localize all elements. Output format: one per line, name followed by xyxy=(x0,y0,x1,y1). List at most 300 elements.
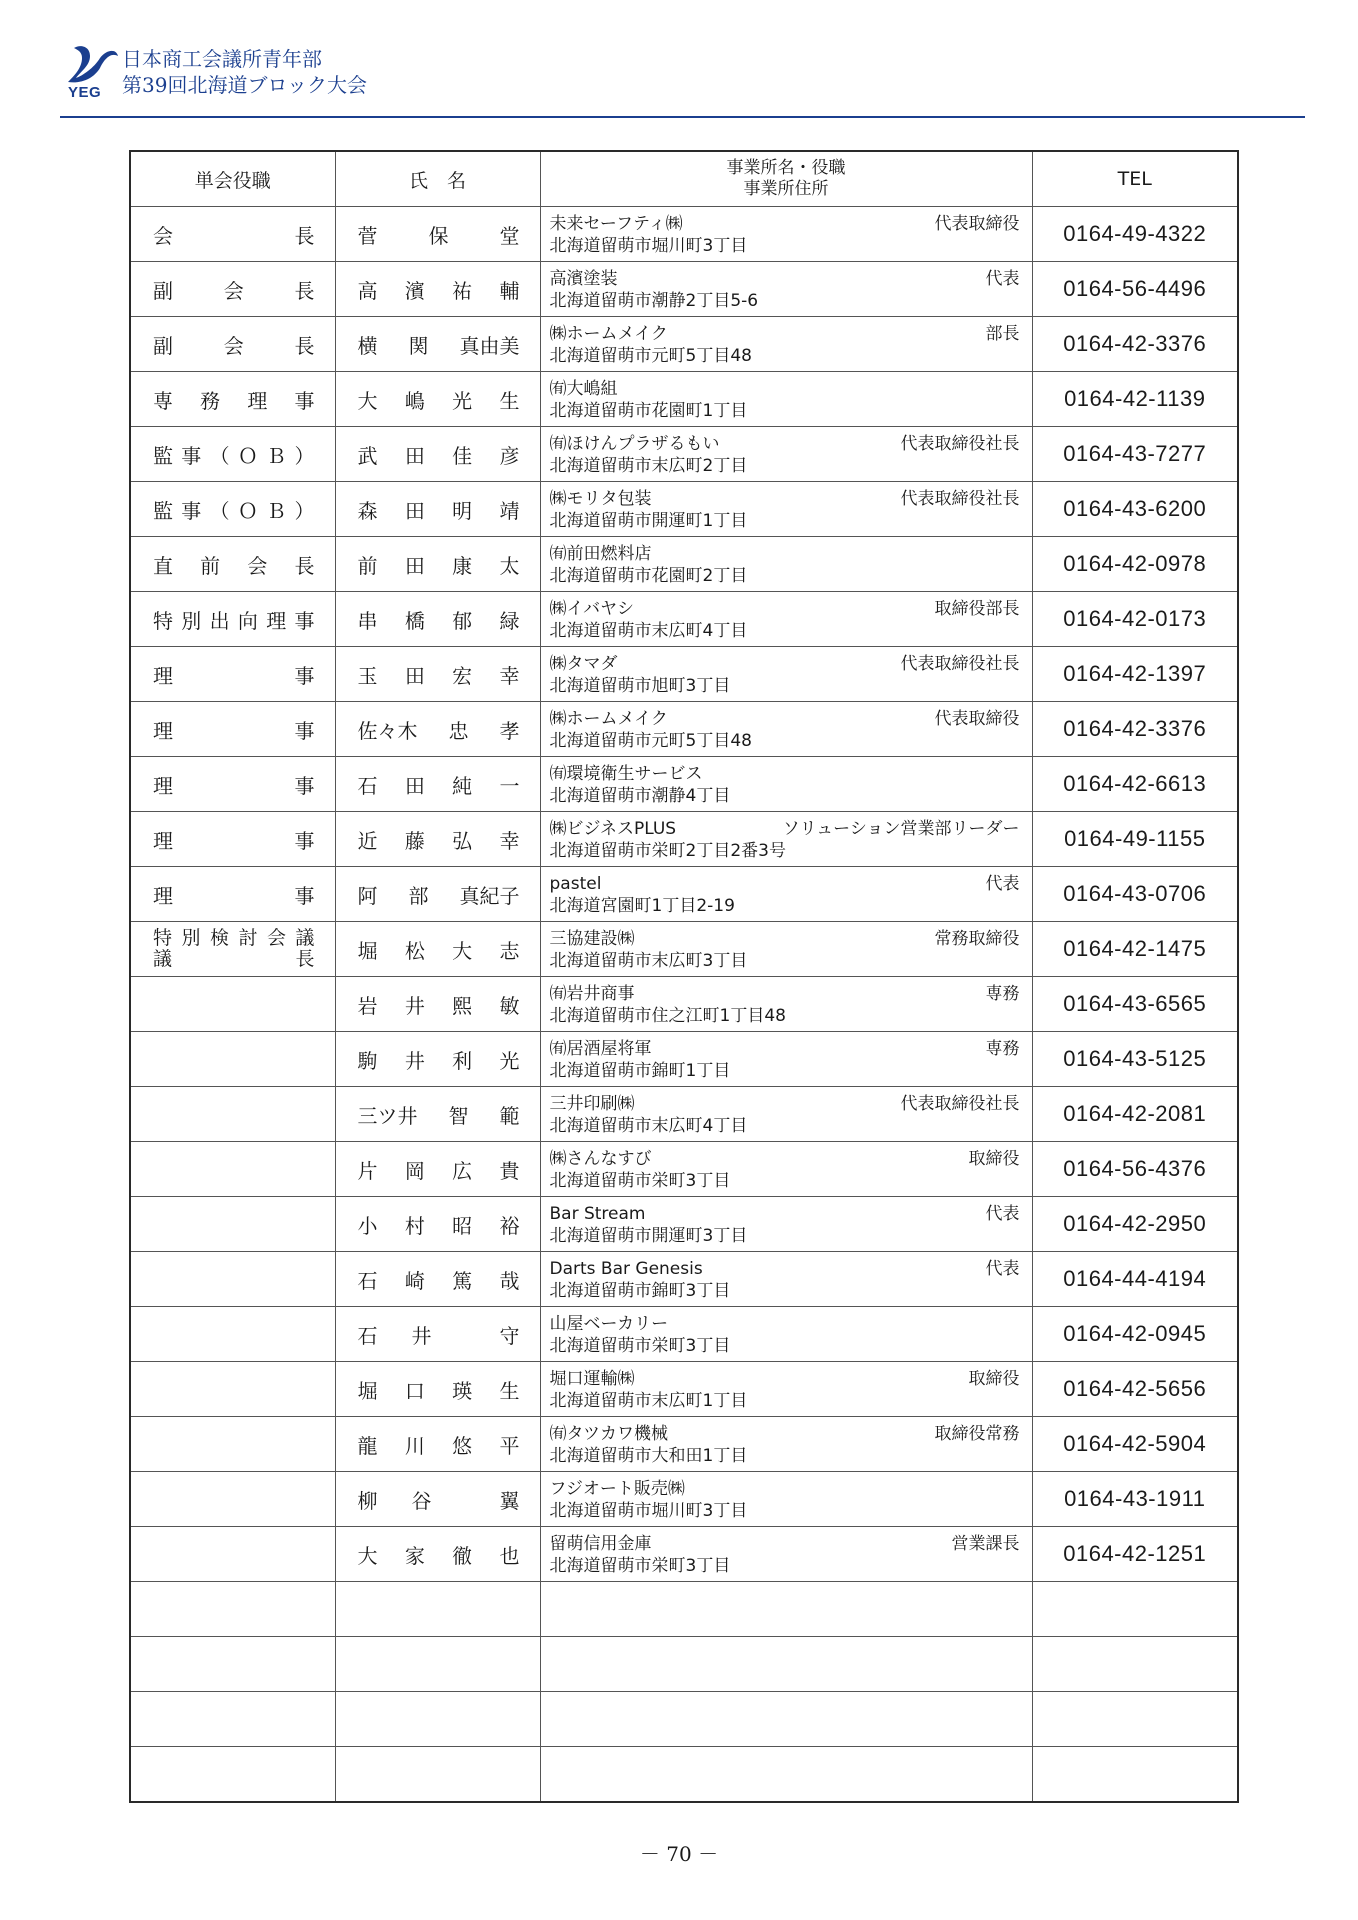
business-cell xyxy=(540,1252,1032,1307)
name-char: 田 xyxy=(404,498,425,523)
role-char: 専 xyxy=(153,388,173,413)
role-char: 監 xyxy=(153,443,173,468)
business-address: 北海道留萌市栄町2丁目2番3号 xyxy=(549,841,786,861)
business-cell xyxy=(540,262,1032,317)
role-cell xyxy=(130,1087,335,1142)
business-address: 北海道留萌市堀川町3丁目 xyxy=(549,1501,748,1521)
name-cell xyxy=(335,757,540,812)
empty-cell xyxy=(335,1637,540,1692)
job-title: 代表 xyxy=(985,874,1020,894)
role-char: ） xyxy=(294,498,315,523)
business-cell xyxy=(540,1417,1032,1472)
header-business-line1: 事業所名・役職 xyxy=(726,158,846,178)
business-address: 北海道留萌市栄町3丁目 xyxy=(549,1171,731,1191)
phone-number: 0164-42-0978 xyxy=(1032,537,1238,592)
table-row xyxy=(130,757,1238,812)
name-cell xyxy=(335,1142,540,1197)
business-cell xyxy=(540,812,1032,867)
business-cell xyxy=(540,317,1032,372)
role-cell xyxy=(130,427,335,482)
name-cell xyxy=(335,1307,540,1362)
company-name: 三井印刷㈱ xyxy=(549,1094,635,1114)
role-cell xyxy=(130,537,335,592)
header-business-line2: 事業所住所 xyxy=(743,179,829,199)
role-char: ） xyxy=(294,443,315,468)
role-char: 理 xyxy=(153,718,173,743)
name-cell xyxy=(335,537,540,592)
name-char: 熙 xyxy=(452,993,473,1018)
name-char: 近 xyxy=(357,828,378,853)
name-char: 濱 xyxy=(404,278,425,303)
name-char: 緑 xyxy=(499,608,520,633)
name-char: 悠 xyxy=(452,1433,473,1458)
role-char: Ｂ xyxy=(266,498,287,523)
name-char: 菅 xyxy=(357,223,378,248)
header-business xyxy=(540,151,1032,207)
name-cell xyxy=(335,867,540,922)
name-char: 井 xyxy=(404,993,425,1018)
table-row xyxy=(130,372,1238,427)
name-char: 範 xyxy=(499,1103,520,1128)
business-address: 北海道留萌市末広町4丁目 xyxy=(549,621,748,641)
role-char: Ｏ xyxy=(237,498,258,523)
name-char: 彦 xyxy=(499,443,520,468)
table-row xyxy=(130,867,1238,922)
role-cell xyxy=(130,1252,335,1307)
business-address: 北海道留萌市旭町3丁目 xyxy=(549,676,731,696)
name-char: 阿 xyxy=(357,883,378,908)
yeg-logo xyxy=(60,42,120,100)
name-cell xyxy=(335,207,540,262)
phone-number: 0164-42-0945 xyxy=(1032,1307,1238,1362)
phone-number: 0164-56-4376 xyxy=(1032,1142,1238,1197)
role-char: 別 xyxy=(181,608,202,633)
name-char: 守 xyxy=(499,1323,520,1348)
role-char: Ｏ xyxy=(237,443,258,468)
name-char: 串 xyxy=(357,608,378,633)
phone-number: 0164-43-1911 xyxy=(1032,1472,1238,1527)
name-char: 昭 xyxy=(452,1213,473,1238)
role-char: 会 xyxy=(223,278,244,303)
business-cell xyxy=(540,1197,1032,1252)
table-row xyxy=(130,427,1238,482)
name-char: 部 xyxy=(408,883,429,908)
name-char: 裕 xyxy=(499,1213,520,1238)
name-char: 大 xyxy=(357,1543,378,1568)
name-char: 石 xyxy=(357,1268,378,1293)
role-char: 事 xyxy=(294,718,315,743)
name-cell xyxy=(335,647,540,702)
page-number: － 70 － xyxy=(639,1842,719,1866)
business-address: 北海道留萌市錦町1丁目 xyxy=(549,1061,731,1081)
role-cell xyxy=(130,1307,335,1362)
name-char: 光 xyxy=(452,388,473,413)
business-cell xyxy=(540,1472,1032,1527)
name-char: 忠 xyxy=(448,718,469,743)
business-cell xyxy=(540,427,1032,482)
role-char: 事 xyxy=(181,498,202,523)
role-char: 理 xyxy=(153,663,173,688)
empty-table-row xyxy=(130,1582,1238,1637)
name-char: 堀 xyxy=(357,1378,378,1403)
line-char: 長 xyxy=(295,948,315,970)
name-char: 高 xyxy=(357,278,378,303)
business-address: 北海道留萌市花園町1丁目 xyxy=(549,401,748,421)
name-char: 敏 xyxy=(499,993,520,1018)
role-char: 事 xyxy=(294,828,315,853)
company-name: ㈱モリタ包装 xyxy=(549,489,652,509)
business-address: 北海道留萌市栄町3丁目 xyxy=(549,1336,731,1356)
table-row xyxy=(130,207,1238,262)
phone-number: 0164-42-2950 xyxy=(1032,1197,1238,1252)
business-cell xyxy=(540,1307,1032,1362)
business-cell xyxy=(540,207,1032,262)
name-char: 大 xyxy=(452,938,473,963)
member-table-container xyxy=(129,150,1237,1803)
business-cell xyxy=(540,867,1032,922)
company-name: pastel xyxy=(549,874,602,894)
table-row xyxy=(130,317,1238,372)
name-char: 康 xyxy=(452,553,473,578)
role-cell xyxy=(130,647,335,702)
member-table xyxy=(129,150,1239,1803)
role-char: 会 xyxy=(153,223,173,248)
company-name: ㈲居酒屋将軍 xyxy=(549,1039,652,1059)
role-char: 事 xyxy=(294,773,315,798)
role-char: 理 xyxy=(153,828,173,853)
organization-title xyxy=(122,46,367,98)
phone-number: 0164-42-1139 xyxy=(1032,372,1238,427)
name-char: 前 xyxy=(357,553,378,578)
role-char: 長 xyxy=(294,553,315,578)
name-cell xyxy=(335,702,540,757)
phone-number: 0164-42-5656 xyxy=(1032,1362,1238,1417)
job-title: 常務取締役 xyxy=(934,929,1020,949)
business-address: 北海道留萌市大和田1丁目 xyxy=(549,1446,748,1466)
business-address: 北海道留萌市末広町3丁目 xyxy=(549,951,748,971)
phone-number: 0164-42-2081 xyxy=(1032,1087,1238,1142)
job-title: 取締役部長 xyxy=(934,599,1020,619)
company-name: 山屋ベーカリー xyxy=(549,1314,669,1334)
phone-number: 0164-42-3376 xyxy=(1032,317,1238,372)
name-cell xyxy=(335,592,540,647)
name-char: 真由美 xyxy=(459,333,520,358)
empty-cell xyxy=(130,1747,335,1803)
role-cell xyxy=(130,922,335,977)
name-char: 生 xyxy=(499,1378,520,1403)
name-char: 横 xyxy=(357,333,378,358)
role-cell xyxy=(130,482,335,537)
role-cell xyxy=(130,372,335,427)
table-row xyxy=(130,592,1238,647)
name-char: 哉 xyxy=(499,1268,520,1293)
business-address: 北海道留萌市末広町4丁目 xyxy=(549,1116,748,1136)
line-char: 議 xyxy=(295,927,315,949)
role-cell xyxy=(130,867,335,922)
role-char: 出 xyxy=(209,608,230,633)
page-header xyxy=(60,40,1305,120)
empty-cell xyxy=(1032,1582,1238,1637)
business-cell xyxy=(540,1362,1032,1417)
name-char: 嶋 xyxy=(404,388,425,413)
role-cell xyxy=(130,757,335,812)
name-char: 堂 xyxy=(499,223,520,248)
header-name: 氏 名 xyxy=(335,151,540,207)
role-char: 直 xyxy=(153,553,173,578)
table-row xyxy=(130,262,1238,317)
company-name: 高濱塗装 xyxy=(549,269,618,289)
phone-number: 0164-56-4496 xyxy=(1032,262,1238,317)
business-address: 北海道留萌市栄町3丁目 xyxy=(549,1556,731,1576)
name-char: 玉 xyxy=(357,663,378,688)
name-char: 佐々木 xyxy=(357,718,418,743)
table-row xyxy=(130,482,1238,537)
name-char: 瑛 xyxy=(452,1378,473,1403)
name-cell xyxy=(335,262,540,317)
business-cell xyxy=(540,702,1032,757)
role-cell xyxy=(130,1472,335,1527)
company-name: ㈱イバヤシ xyxy=(549,599,634,619)
phone-number: 0164-43-7277 xyxy=(1032,427,1238,482)
name-char: 崎 xyxy=(404,1268,425,1293)
name-char: 明 xyxy=(452,498,473,523)
role-char: （ xyxy=(209,443,230,468)
name-cell xyxy=(335,1362,540,1417)
phone-number: 0164-49-4322 xyxy=(1032,207,1238,262)
role-char: 事 xyxy=(294,608,315,633)
header-divider xyxy=(60,116,1305,118)
job-title: 代表取締役 xyxy=(934,214,1020,234)
business-cell xyxy=(540,537,1032,592)
name-char: 靖 xyxy=(499,498,520,523)
empty-cell xyxy=(1032,1637,1238,1692)
job-title: 代表取締役社長 xyxy=(900,489,1020,509)
name-char: 村 xyxy=(404,1213,425,1238)
company-name: 三協建設㈱ xyxy=(549,929,635,949)
role-char: 事 xyxy=(294,663,315,688)
name-char: 一 xyxy=(499,773,520,798)
empty-cell xyxy=(1032,1692,1238,1747)
role-char: 理 xyxy=(153,773,173,798)
empty-table-row xyxy=(130,1747,1238,1803)
name-cell xyxy=(335,1472,540,1527)
role-cell xyxy=(130,1032,335,1087)
name-cell xyxy=(335,1417,540,1472)
table-row xyxy=(130,1472,1238,1527)
table-row xyxy=(130,1307,1238,1362)
table-header-row xyxy=(130,151,1238,207)
company-name: Darts Bar Genesis xyxy=(549,1259,703,1279)
name-char: 三ツ井 xyxy=(357,1103,418,1128)
role-char: 長 xyxy=(294,278,315,303)
name-char: 谷 xyxy=(411,1488,432,1513)
company-name: ㈲環境衛生サービス xyxy=(549,764,703,784)
name-char: 橋 xyxy=(404,608,425,633)
name-cell xyxy=(335,317,540,372)
company-name: ㈱さんなすび xyxy=(549,1149,652,1169)
role-line xyxy=(153,928,315,949)
role-char: 理 xyxy=(247,388,268,413)
line-char: 特 xyxy=(153,927,173,949)
name-cell xyxy=(335,1032,540,1087)
name-char: 関 xyxy=(408,333,429,358)
role-cell xyxy=(130,262,335,317)
role-char: 特 xyxy=(153,608,173,633)
business-address: 北海道留萌市住之江町1丁目48 xyxy=(549,1006,786,1026)
role-char: 副 xyxy=(153,333,173,358)
table-row xyxy=(130,812,1238,867)
line-char: 会 xyxy=(266,927,286,949)
table-row xyxy=(130,1527,1238,1582)
company-name: ㈱ホームメイク xyxy=(549,709,668,729)
name-char: 也 xyxy=(499,1543,520,1568)
name-char: 智 xyxy=(448,1103,469,1128)
name-char: 幸 xyxy=(499,828,520,853)
role-line xyxy=(153,949,315,970)
role-char: 理 xyxy=(266,608,287,633)
company-name: ㈲前田燃料店 xyxy=(549,544,652,564)
role-char: 事 xyxy=(294,388,315,413)
empty-table-row xyxy=(130,1637,1238,1692)
job-title: 取締役 xyxy=(968,1149,1020,1169)
line-char: 討 xyxy=(238,927,258,949)
name-char: 龍 xyxy=(357,1433,378,1458)
name-cell xyxy=(335,1197,540,1252)
role-char: 監 xyxy=(153,498,173,523)
company-name: ㈲岩井商事 xyxy=(549,984,635,1004)
empty-cell xyxy=(130,1637,335,1692)
table-row xyxy=(130,647,1238,702)
role-cell xyxy=(130,1197,335,1252)
name-char: 純 xyxy=(452,773,473,798)
name-char: 口 xyxy=(404,1378,425,1403)
name-cell xyxy=(335,1527,540,1582)
role-char: 向 xyxy=(237,608,258,633)
job-title: 取締役常務 xyxy=(934,1424,1020,1444)
job-title: 代表取締役社長 xyxy=(900,434,1020,454)
table-row xyxy=(130,1362,1238,1417)
org-line-2: 第39回北海道ブロック大会 xyxy=(122,73,368,97)
role-cell xyxy=(130,1142,335,1197)
job-title: 取締役 xyxy=(968,1369,1020,1389)
name-char: 弘 xyxy=(452,828,473,853)
company-name: ㈱ホームメイク xyxy=(549,324,668,344)
name-char: 片 xyxy=(357,1158,378,1183)
name-char: 小 xyxy=(357,1213,378,1238)
line-char: 議 xyxy=(153,948,173,970)
table-row xyxy=(130,537,1238,592)
role-char: Ｂ xyxy=(266,443,287,468)
name-char: 輔 xyxy=(499,278,520,303)
empty-table-row xyxy=(130,1692,1238,1747)
name-char: 孝 xyxy=(499,718,520,743)
name-char: 篤 xyxy=(452,1268,473,1293)
business-address: 北海道留萌市潮静4丁目 xyxy=(549,786,731,806)
job-title: 代表取締役 xyxy=(934,709,1020,729)
name-char: 佳 xyxy=(452,443,473,468)
business-address: 北海道留萌市潮静2丁目5-6 xyxy=(549,291,759,311)
company-name: 未来セーフティ㈱ xyxy=(549,214,683,234)
business-address: 北海道留萌市錦町3丁目 xyxy=(549,1281,731,1301)
name-char: 志 xyxy=(499,938,520,963)
name-char: 武 xyxy=(357,443,378,468)
empty-cell xyxy=(540,1637,1032,1692)
name-char: 石 xyxy=(357,1323,378,1348)
empty-cell xyxy=(335,1692,540,1747)
business-cell xyxy=(540,372,1032,427)
name-cell xyxy=(335,427,540,482)
name-char: 光 xyxy=(499,1048,520,1073)
role-cell xyxy=(130,592,335,647)
role-char: 会 xyxy=(247,553,268,578)
name-char: 井 xyxy=(411,1323,432,1348)
name-cell xyxy=(335,922,540,977)
empty-cell xyxy=(335,1582,540,1637)
name-char: 藤 xyxy=(404,828,425,853)
phone-number: 0164-43-6200 xyxy=(1032,482,1238,537)
phone-number: 0164-42-1397 xyxy=(1032,647,1238,702)
phone-number: 0164-43-6565 xyxy=(1032,977,1238,1032)
company-name: 留萌信用金庫 xyxy=(549,1534,652,1554)
business-cell xyxy=(540,647,1032,702)
role-char: 副 xyxy=(153,278,173,303)
role-char: 務 xyxy=(200,388,221,413)
name-char: 徹 xyxy=(452,1543,473,1568)
empty-cell xyxy=(130,1692,335,1747)
table-row xyxy=(130,1087,1238,1142)
empty-cell xyxy=(540,1692,1032,1747)
org-line-1: 日本商工会議所青年部 xyxy=(122,47,322,71)
role-cell xyxy=(130,1527,335,1582)
role-char: 事 xyxy=(181,443,202,468)
table-row xyxy=(130,1032,1238,1087)
line-char: 別 xyxy=(181,927,201,949)
name-char: 平 xyxy=(499,1433,520,1458)
name-char: 家 xyxy=(404,1543,425,1568)
name-char: 岡 xyxy=(404,1158,425,1183)
empty-cell xyxy=(335,1747,540,1803)
role-cell xyxy=(130,317,335,372)
name-char: 郁 xyxy=(452,608,473,633)
name-char: 石 xyxy=(357,773,378,798)
name-cell xyxy=(335,482,540,537)
job-title: 代表 xyxy=(985,1259,1020,1279)
name-char: 利 xyxy=(452,1048,473,1073)
line-char: 検 xyxy=(209,927,229,949)
table-row xyxy=(130,1252,1238,1307)
business-cell xyxy=(540,482,1032,537)
empty-cell xyxy=(540,1582,1032,1637)
company-name: ㈲タツカワ機械 xyxy=(549,1424,668,1444)
phone-number: 0164-43-5125 xyxy=(1032,1032,1238,1087)
job-title: 代表取締役社長 xyxy=(900,654,1020,674)
phone-number: 0164-42-6613 xyxy=(1032,757,1238,812)
role-char: 事 xyxy=(294,883,315,908)
business-address: 北海道宮園町1丁目2-19 xyxy=(549,896,735,916)
role-char: 理 xyxy=(153,883,173,908)
table-row xyxy=(130,922,1238,977)
name-cell xyxy=(335,1252,540,1307)
name-char: 柳 xyxy=(357,1488,378,1513)
company-name: ㈱タマダ xyxy=(549,654,618,674)
business-address: 北海道留萌市花園町2丁目 xyxy=(549,566,748,586)
job-title: 代表 xyxy=(985,269,1020,289)
role-cell xyxy=(130,1362,335,1417)
name-char: 祐 xyxy=(452,278,473,303)
table-row xyxy=(130,977,1238,1032)
name-char: 宏 xyxy=(452,663,473,688)
name-char: 田 xyxy=(404,443,425,468)
